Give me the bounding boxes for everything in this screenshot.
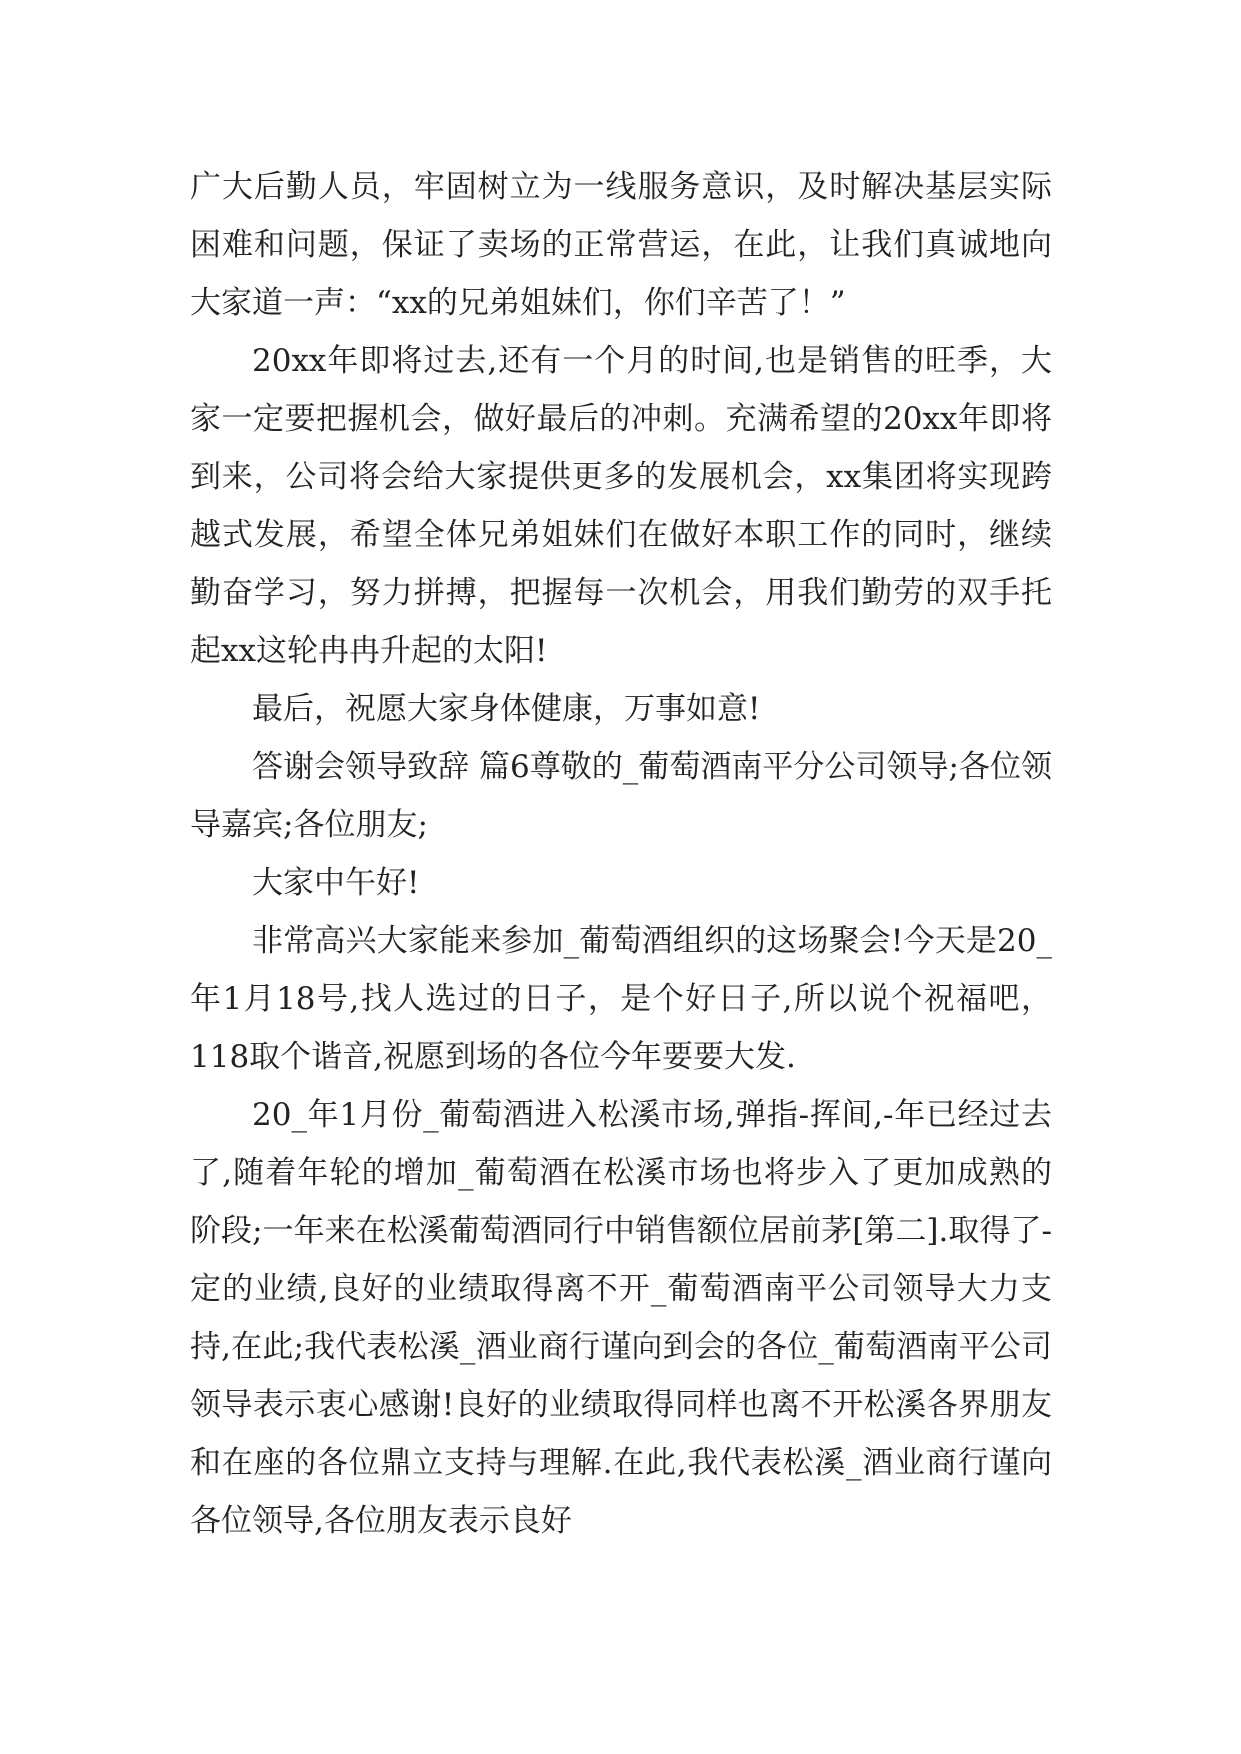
paragraph: 20xx年即将过去,还有一个月的时间,也是销售的旺季，大家一定要把握机会，做好最后的冲刺。充满希望的20xx年即将到来，公司将会给大家提供更多的发展机会，xx集团将实现跨越式发展，希望全体兄弟姐妹们在做好本职工作的同时，继续勤奋学习，努力拼搏，把握每一次机会，用我们勤劳的双手托起xx这轮冉冉升起的太阳! bbox=[190, 343, 1052, 669]
paragraph: 广大后勤人员，牢固树立为一线服务意识，及时解决基层实际困难和问题，保证了卖场的正常营运，在此，让我们真诚地向大家道一声：“xx的兄弟姐妹们，你们辛苦了！” bbox=[190, 169, 1052, 321]
paragraph: 20_年1月份_葡萄酒进入松溪市场,弹指-挥间,-年已经过去了,随着年轮的增加_葡萄酒在松溪市场也将步入了更加成熟的阶段;一年来在松溪葡萄酒同行中销售额位居前茅[第二].取得了-定的业绩,良好的业绩取得离不开_葡萄酒南平公司领导大力支持,在此;我代表松溪_酒业商行谨向到会的各位_葡萄酒南平公司领导表示衷心感谢!良好的业绩取得同样也离不开松溪各界朋友和在座的各位鼎立支持与理解.在此,我代表松溪_酒业商行谨向各位领导,各位朋友表示良好 bbox=[190, 1097, 1052, 1539]
paragraph: 非常高兴大家能来参加_葡萄酒组织的这场聚会!今天是20_年1月18号,找人选过的日子，是个好日子,所以说个祝福吧，118取个谐音,祝愿到场的各位今年要要大发. bbox=[190, 923, 1052, 1075]
document-page bbox=[190, 158, 1052, 1550]
paragraph: 大家中午好! bbox=[252, 865, 420, 901]
paragraph: 最后，祝愿大家身体健康，万事如意! bbox=[252, 691, 761, 727]
paragraph: 答谢会领导致辞 篇6尊敬的_葡萄酒南平分公司领导;各位领导嘉宾;各位朋友; bbox=[190, 749, 1052, 843]
